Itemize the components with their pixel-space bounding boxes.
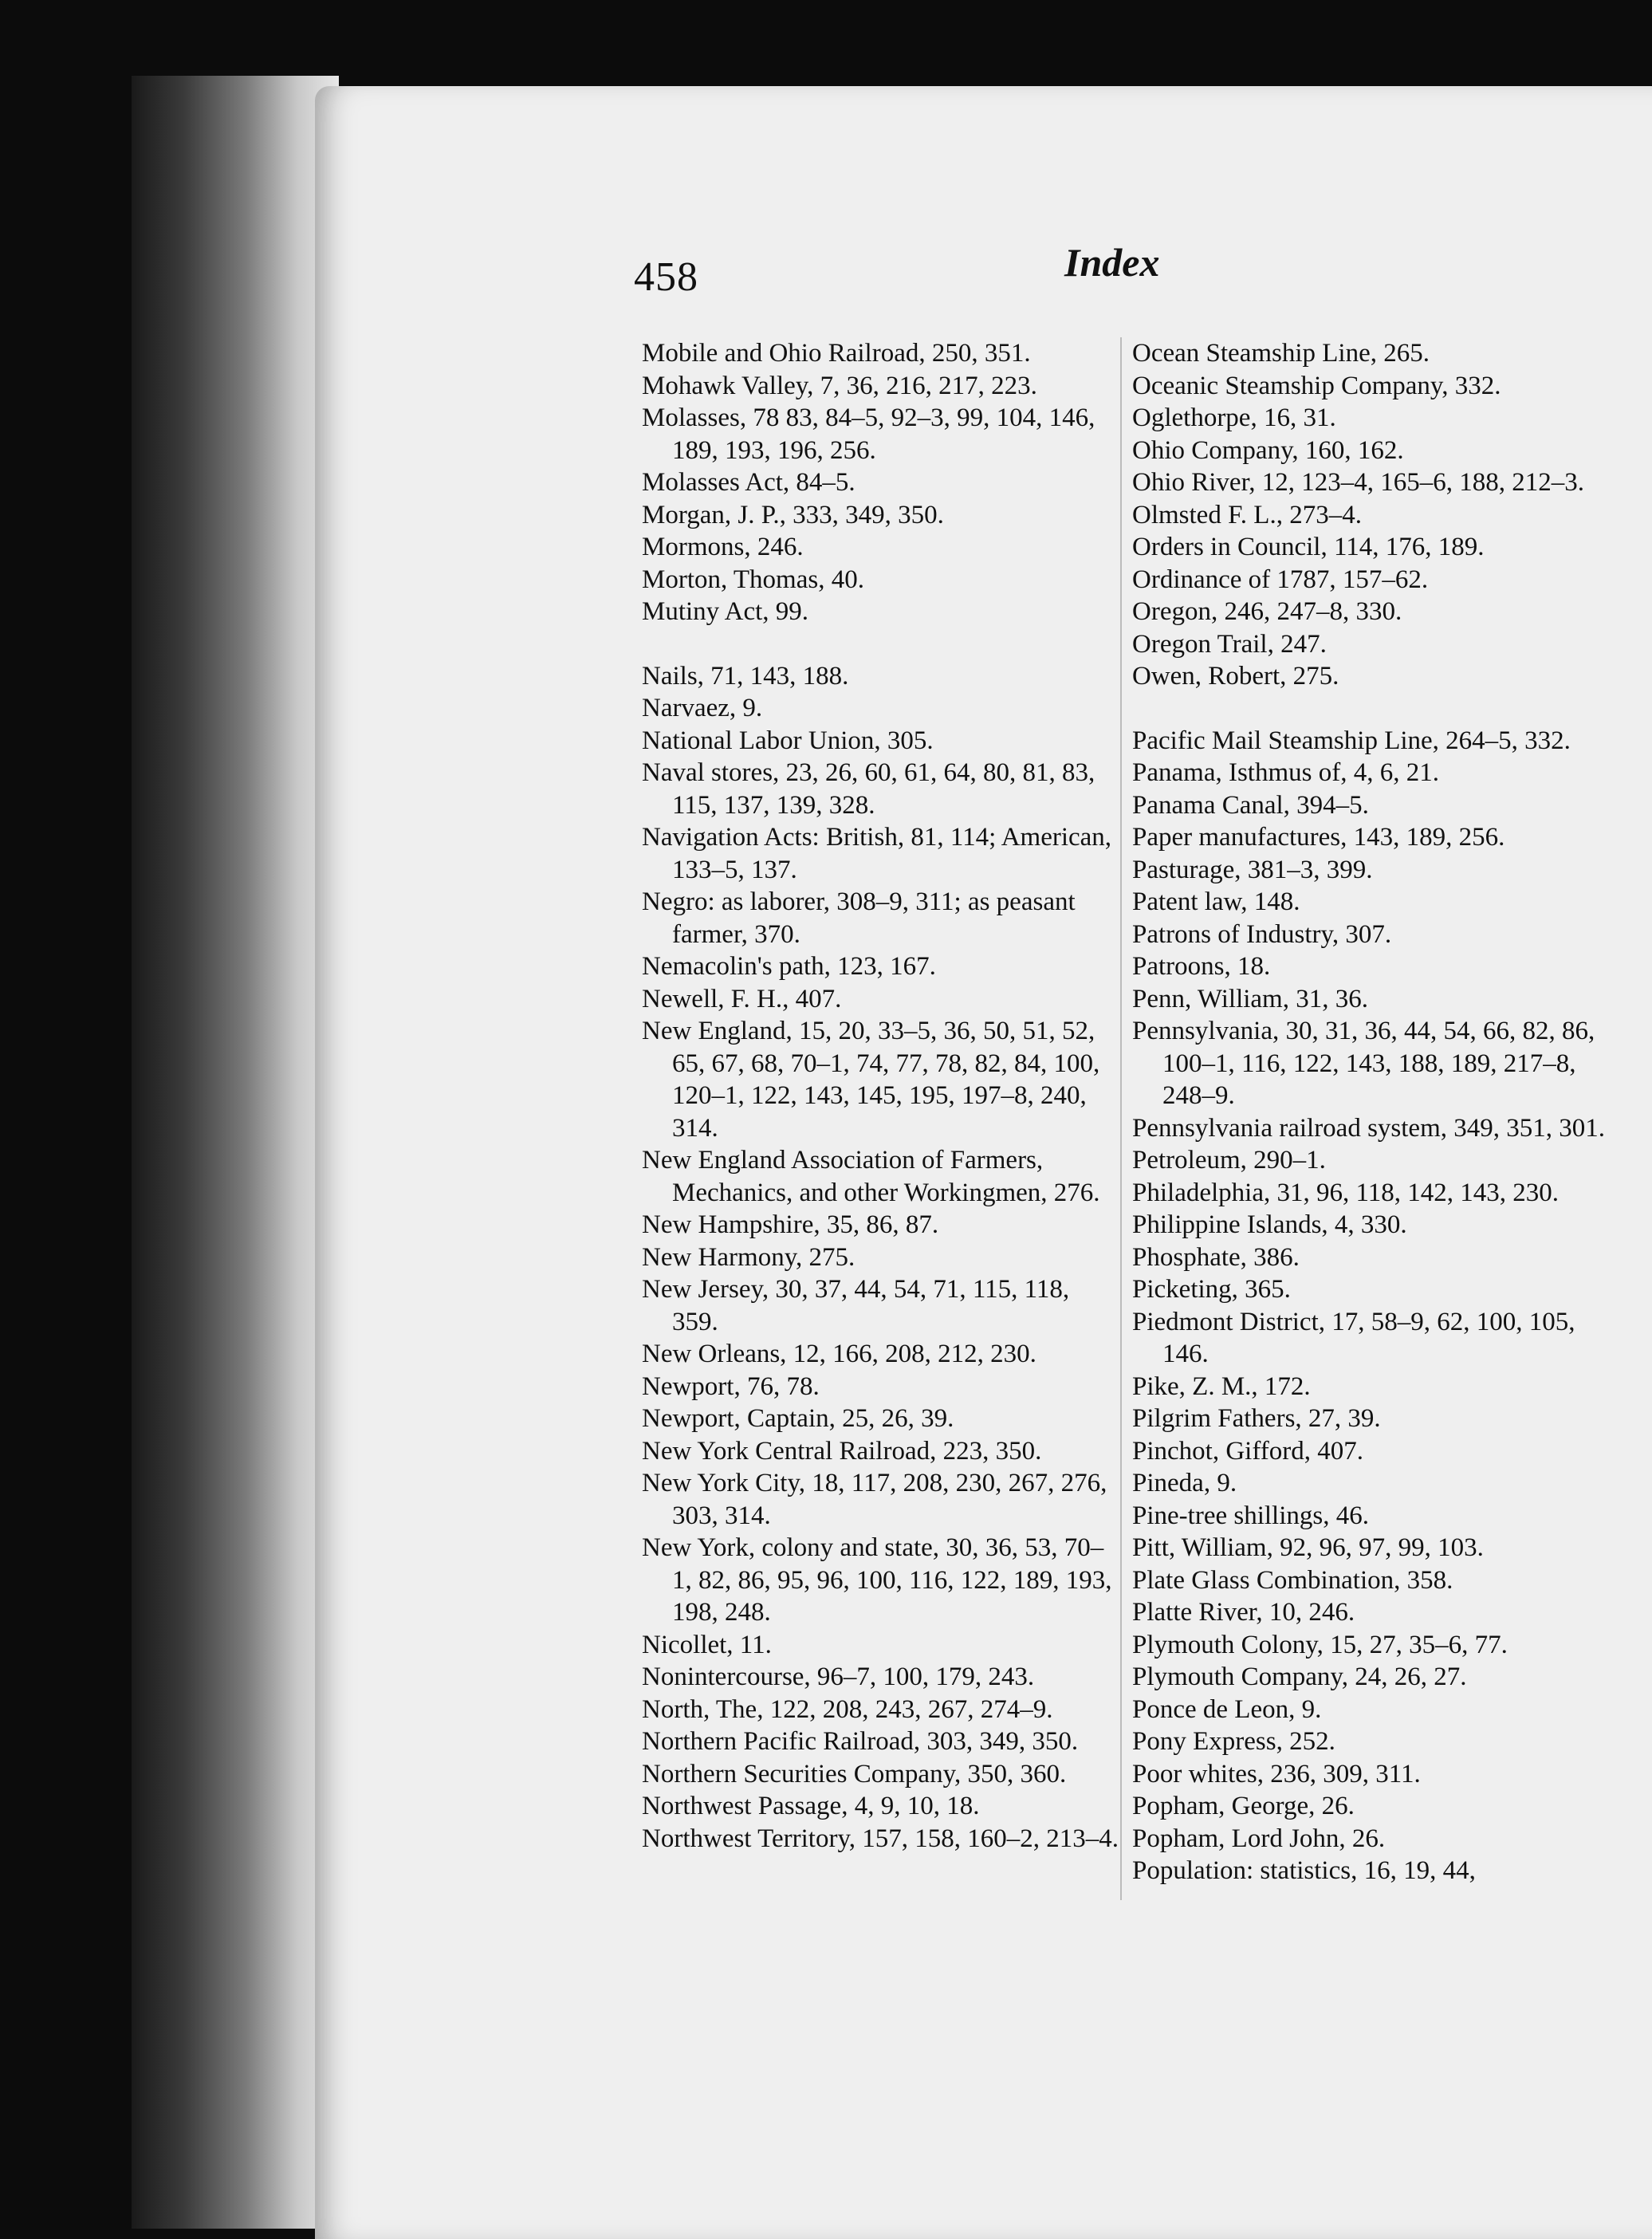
index-entry: Patent law, 148.	[1132, 887, 1300, 916]
index-entry: Mohawk Valley, 7, 36, 216, 217, 223.	[642, 371, 1037, 400]
index-entry: Oceanic Steamship Company, 332.	[1132, 371, 1501, 400]
index-entry: Poor whites, 236, 309, 311.	[1132, 1759, 1421, 1788]
index-entry: Pacific Mail Steamship Line, 264–5, 332.	[1132, 726, 1571, 755]
index-entry: New Jersey, 30, 37, 44, 54, 71, 115, 118, 359.	[642, 1275, 1070, 1336]
index-entry: Nemacolin's path, 123, 167.	[642, 952, 936, 981]
index-entry: Newport, 76, 78.	[642, 1371, 820, 1401]
index-entry: Petroleum, 290–1.	[1132, 1146, 1326, 1175]
index-entry: New York City, 18, 117, 208, 230, 267, 276, 303, 314.	[642, 1469, 1107, 1530]
index-entry: Newell, F. H., 407.	[642, 984, 842, 1013]
index-entry: Ordinance of 1787, 157–62.	[1132, 565, 1429, 594]
index-entry: Pony Express, 252.	[1132, 1727, 1335, 1756]
index-column-left	[642, 337, 1120, 1855]
index-entry: Navigation Acts: British, 81, 114; American, 133–5, 137.	[642, 823, 1112, 884]
index-entry: Pitt, William, 92, 96, 97, 99, 103.	[1132, 1533, 1484, 1562]
index-entry: Penn, William, 31, 36.	[1132, 984, 1368, 1013]
index-entry: Ocean Steamship Line, 265.	[1132, 339, 1430, 368]
index-entry: Orders in Council, 114, 176, 189.	[1132, 533, 1485, 561]
index-entry: Naval stores, 23, 26, 60, 61, 64, 80, 81, 83, 115, 137, 139, 328.	[642, 758, 1095, 820]
index-entry: Pike, Z. M., 172.	[1132, 1371, 1311, 1401]
index-entry: Ohio River, 12, 123–4, 165–6, 188, 212–3.	[1132, 468, 1584, 497]
index-entry: Northern Securities Company, 350, 360.	[642, 1759, 1067, 1788]
index-entry: Molasses Act, 84–5.	[642, 468, 856, 497]
index-entry: Pinchot, Gifford, 407.	[1132, 1436, 1363, 1466]
index-entry: Oregon Trail, 247.	[1132, 629, 1327, 659]
index-entry: New Hampshire, 35, 86, 87.	[642, 1210, 939, 1239]
index-entry: Pilgrim Fathers, 27, 39.	[1132, 1404, 1381, 1433]
index-entry: New England, 15, 20, 33–5, 36, 50, 51, 52, 65, 67, 68, 70–1, 74, 77, 78, 82, 84, 100, 120–1, 122, 143, 145, 195, 197–8, 240, 314.	[642, 1017, 1100, 1143]
index-entry: National Labor Union, 305.	[642, 726, 934, 755]
index-entry: Panama Canal, 394–5.	[1132, 790, 1369, 820]
index-entry: New York, colony and state, 30, 36, 53, 70–1, 82, 86, 95, 96, 100, 116, 122, 189, 193, 198, 248.	[642, 1533, 1112, 1627]
index-entry: Platte River, 10, 246.	[1132, 1598, 1355, 1627]
index-entry: Owen, Robert, 275.	[1132, 662, 1339, 691]
index-entry: Molasses, 78 83, 84–5, 92–3, 99, 104, 146, 189, 193, 196, 256.	[642, 403, 1095, 465]
index-entry: Ponce de Leon, 9.	[1132, 1694, 1322, 1724]
index-entry: Mormons, 246.	[642, 533, 804, 561]
index-entry: Northwest Passage, 4, 9, 10, 18.	[642, 1792, 980, 1820]
index-entry: Plymouth Colony, 15, 27, 35–6, 77.	[1132, 1630, 1508, 1659]
index-entry: Olmsted F. L., 273–4.	[1132, 500, 1362, 529]
index-entry: Oregon, 246, 247–8, 330.	[1132, 597, 1402, 626]
index-entry: Nonintercourse, 96–7, 100, 179, 243.	[642, 1663, 1035, 1691]
index-entry: Morgan, J. P., 333, 349, 350.	[642, 500, 944, 529]
index-entry: New England Association of Farmers, Mechanics, and other Workingmen, 276.	[642, 1146, 1100, 1207]
index-entry: Popham, George, 26.	[1132, 1792, 1355, 1820]
letter-group-gap	[642, 628, 1120, 660]
index-entry: Philippine Islands, 4, 330.	[1132, 1210, 1407, 1239]
letter-group-gap	[1132, 693, 1626, 725]
index-entry: Philadelphia, 31, 96, 118, 142, 143, 230.	[1132, 1178, 1559, 1207]
index-entry: New York Central Railroad, 223, 350.	[642, 1436, 1042, 1466]
index-entry: Population: statistics, 16, 19, 44,	[1132, 1856, 1476, 1885]
index-entry: Panama, Isthmus of, 4, 6, 21.	[1132, 758, 1439, 787]
page-number: 458	[634, 254, 698, 300]
index-entry: Pine-tree shillings, 46.	[1132, 1501, 1369, 1530]
index-entry: Mutiny Act, 99.	[642, 597, 809, 626]
index-column-right	[1132, 337, 1626, 1887]
index-entry: Pasturage, 381–3, 399.	[1132, 855, 1373, 884]
index-entry: Patroons, 18.	[1132, 952, 1271, 981]
index-entry: Newport, Captain, 25, 26, 39.	[642, 1404, 954, 1433]
index-entry: Piedmont District, 17, 58–9, 62, 100, 105, 146.	[1132, 1307, 1575, 1368]
index-entry: Picketing, 365.	[1132, 1275, 1291, 1304]
index-entry: Oglethorpe, 16, 31.	[1132, 403, 1336, 432]
index-entry: Plate Glass Combination, 358.	[1132, 1565, 1453, 1595]
index-entry: New Harmony, 275.	[642, 1242, 856, 1272]
index-entry: Morton, Thomas, 40.	[642, 565, 864, 594]
index-entry: Ohio Company, 160, 162.	[1132, 435, 1404, 465]
index-entry: Narvaez, 9.	[642, 694, 763, 722]
index-entry: Phosphate, 386.	[1132, 1242, 1300, 1272]
index-entry: Northwest Territory, 157, 158, 160–2, 213–4.	[642, 1824, 1119, 1853]
index-entry: Paper manufactures, 143, 189, 256.	[1132, 823, 1505, 852]
index-entry: Patrons of Industry, 307.	[1132, 919, 1392, 949]
index-entry: Nicollet, 11.	[642, 1630, 772, 1659]
index-entry: Pennsylvania, 30, 31, 36, 44, 54, 66, 82, 86, 100–1, 116, 122, 143, 188, 189, 217–8, 248–9.	[1132, 1017, 1595, 1110]
index-entry: Plymouth Company, 24, 26, 27.	[1132, 1663, 1467, 1691]
index-entry: North, The, 122, 208, 243, 267, 274–9.	[642, 1694, 1053, 1724]
index-entry: Pineda, 9.	[1132, 1469, 1237, 1497]
index-entry: Nails, 71, 143, 188.	[642, 661, 849, 691]
index-entry: Northern Pacific Railroad, 303, 349, 350.	[642, 1727, 1079, 1756]
index-entry: Mobile and Ohio Railroad, 250, 351.	[642, 339, 1031, 368]
book-page-edges	[132, 76, 339, 2229]
column-divider	[1120, 337, 1122, 1900]
index-entry: Pennsylvania railroad system, 349, 351, 301.	[1132, 1113, 1606, 1143]
index-entry: Popham, Lord John, 26.	[1132, 1824, 1386, 1853]
running-head-title: Index	[1064, 240, 1160, 285]
index-entry: New Orleans, 12, 166, 208, 212, 230.	[642, 1340, 1036, 1368]
index-entry: Negro: as laborer, 308–9, 311; as peasant farmer, 370.	[642, 887, 1076, 949]
